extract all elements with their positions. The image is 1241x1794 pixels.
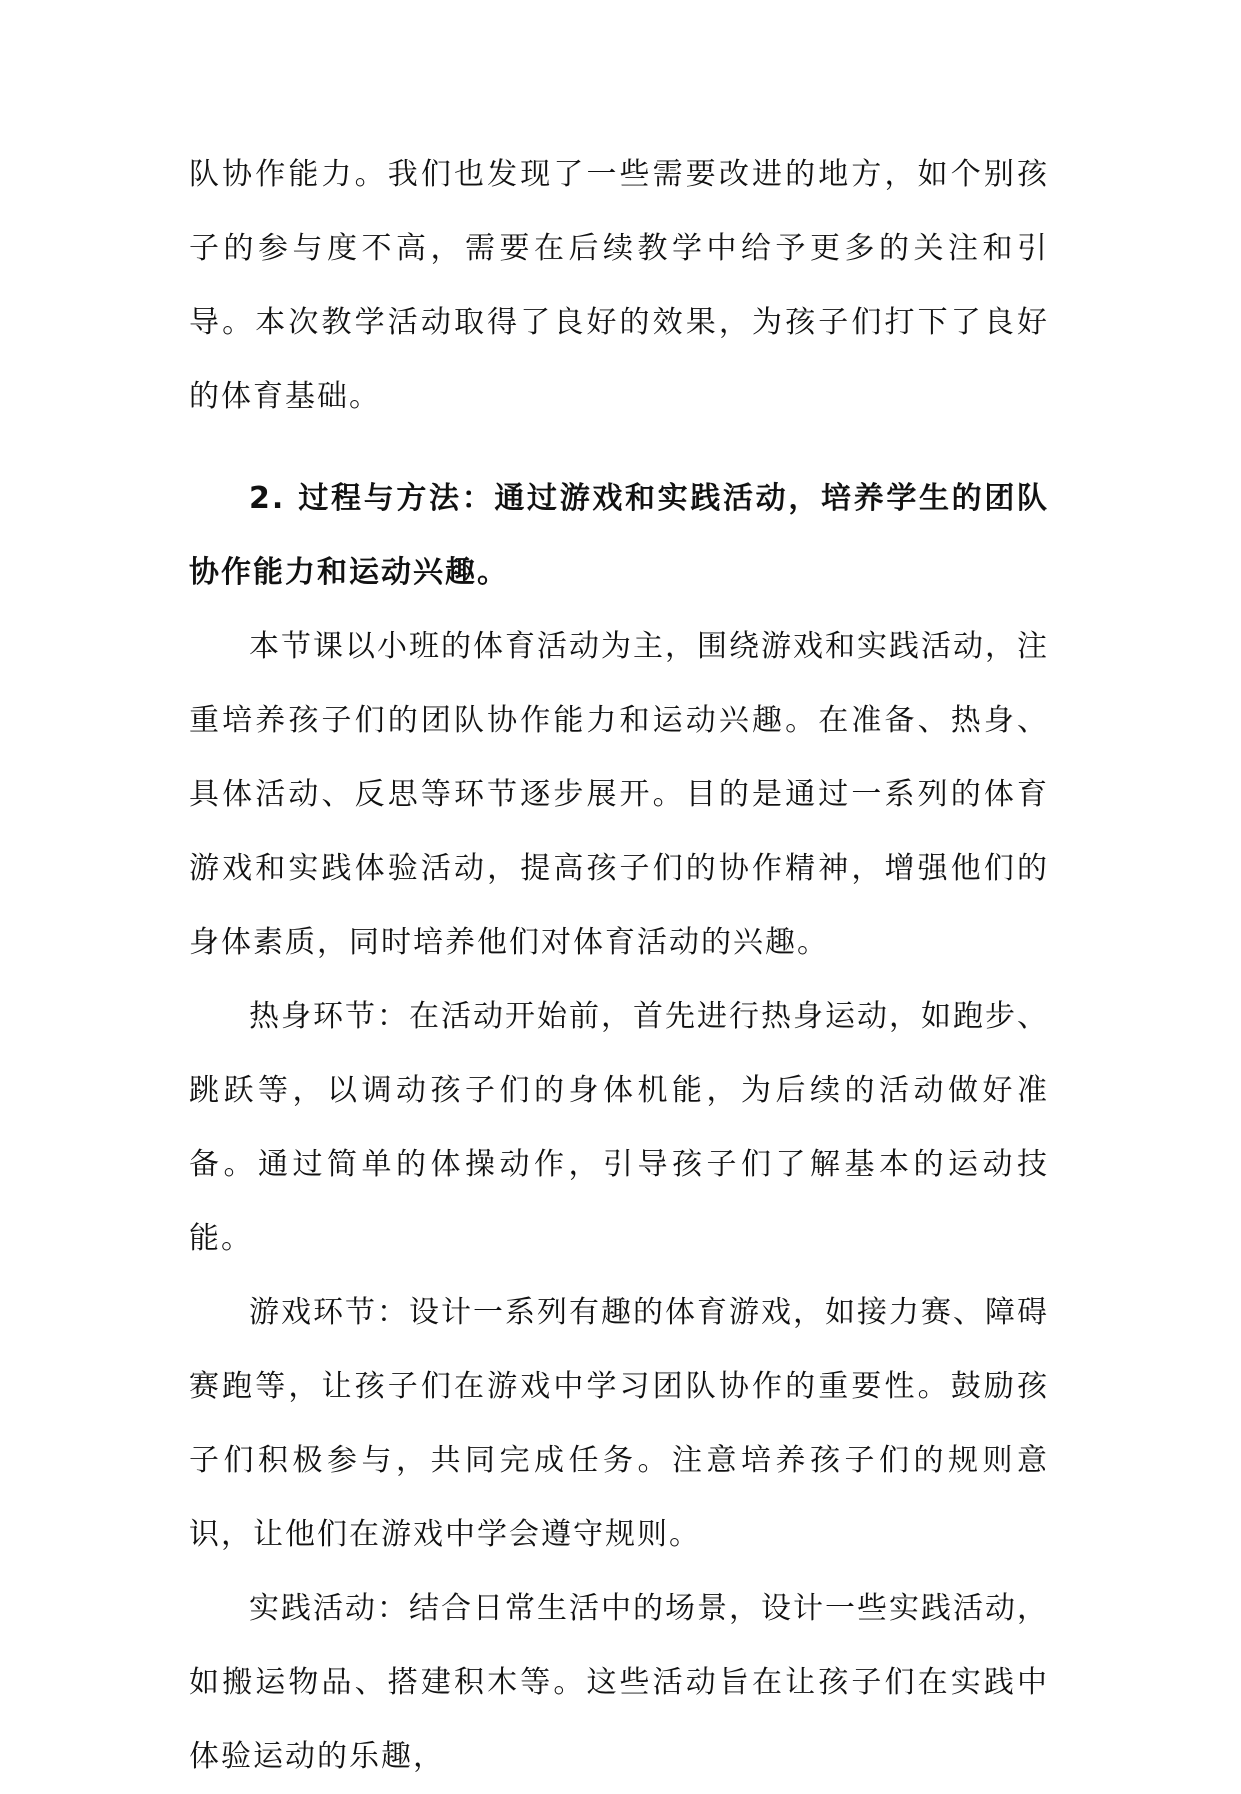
body-paragraph-games: 游戏环节：设计一系列有趣的体育游戏，如接力赛、障碍赛跑等，让孩子们在游戏中学习团队协作的重要性。鼓励孩子们积极参与，共同完成任务。注意培养孩子们的规则意识，让他们在游戏中学会遵守规则。: [189, 1295, 1049, 1552]
section-body: [189, 610, 1049, 1794]
document-body: [189, 138, 1049, 1794]
body-paragraph-practice: 实践活动：结合日常生活中的场景，设计一些实践活动，如搬运物品、搭建积木等。这些活动旨在让孩子们在实践中体验运动的乐趣，: [189, 1591, 1049, 1774]
body-paragraph-warmup: 热身环节：在活动开始前，首先进行热身运动，如跑步、跳跃等，以调动孩子们的身体机能，为后续的活动做好准备。通过简单的体操动作，引导孩子们了解基本的运动技能。: [189, 999, 1049, 1256]
section-heading: 2. 过程与方法：通过游戏和实践活动，培养学生的团队协作能力和运动兴趣。: [189, 481, 1049, 590]
continuation-paragraph: 队协作能力。我们也发现了一些需要改进的地方，如个别孩子的参与度不高，需要在后续教学中给予更多的关注和引导。本次教学活动取得了良好的效果，为孩子们打下了良好的体育基础。: [189, 157, 1049, 414]
body-paragraph-intro: 本节课以小班的体育活动为主，围绕游戏和实践活动，注重培养孩子们的团队协作能力和运动兴趣。在准备、热身、具体活动、反思等环节逐步展开。目的是通过一系列的体育游戏和实践体验活动，提高孩子们的协作精神，增强他们的身体素质，同时培养他们对体育活动的兴趣。: [189, 629, 1049, 960]
